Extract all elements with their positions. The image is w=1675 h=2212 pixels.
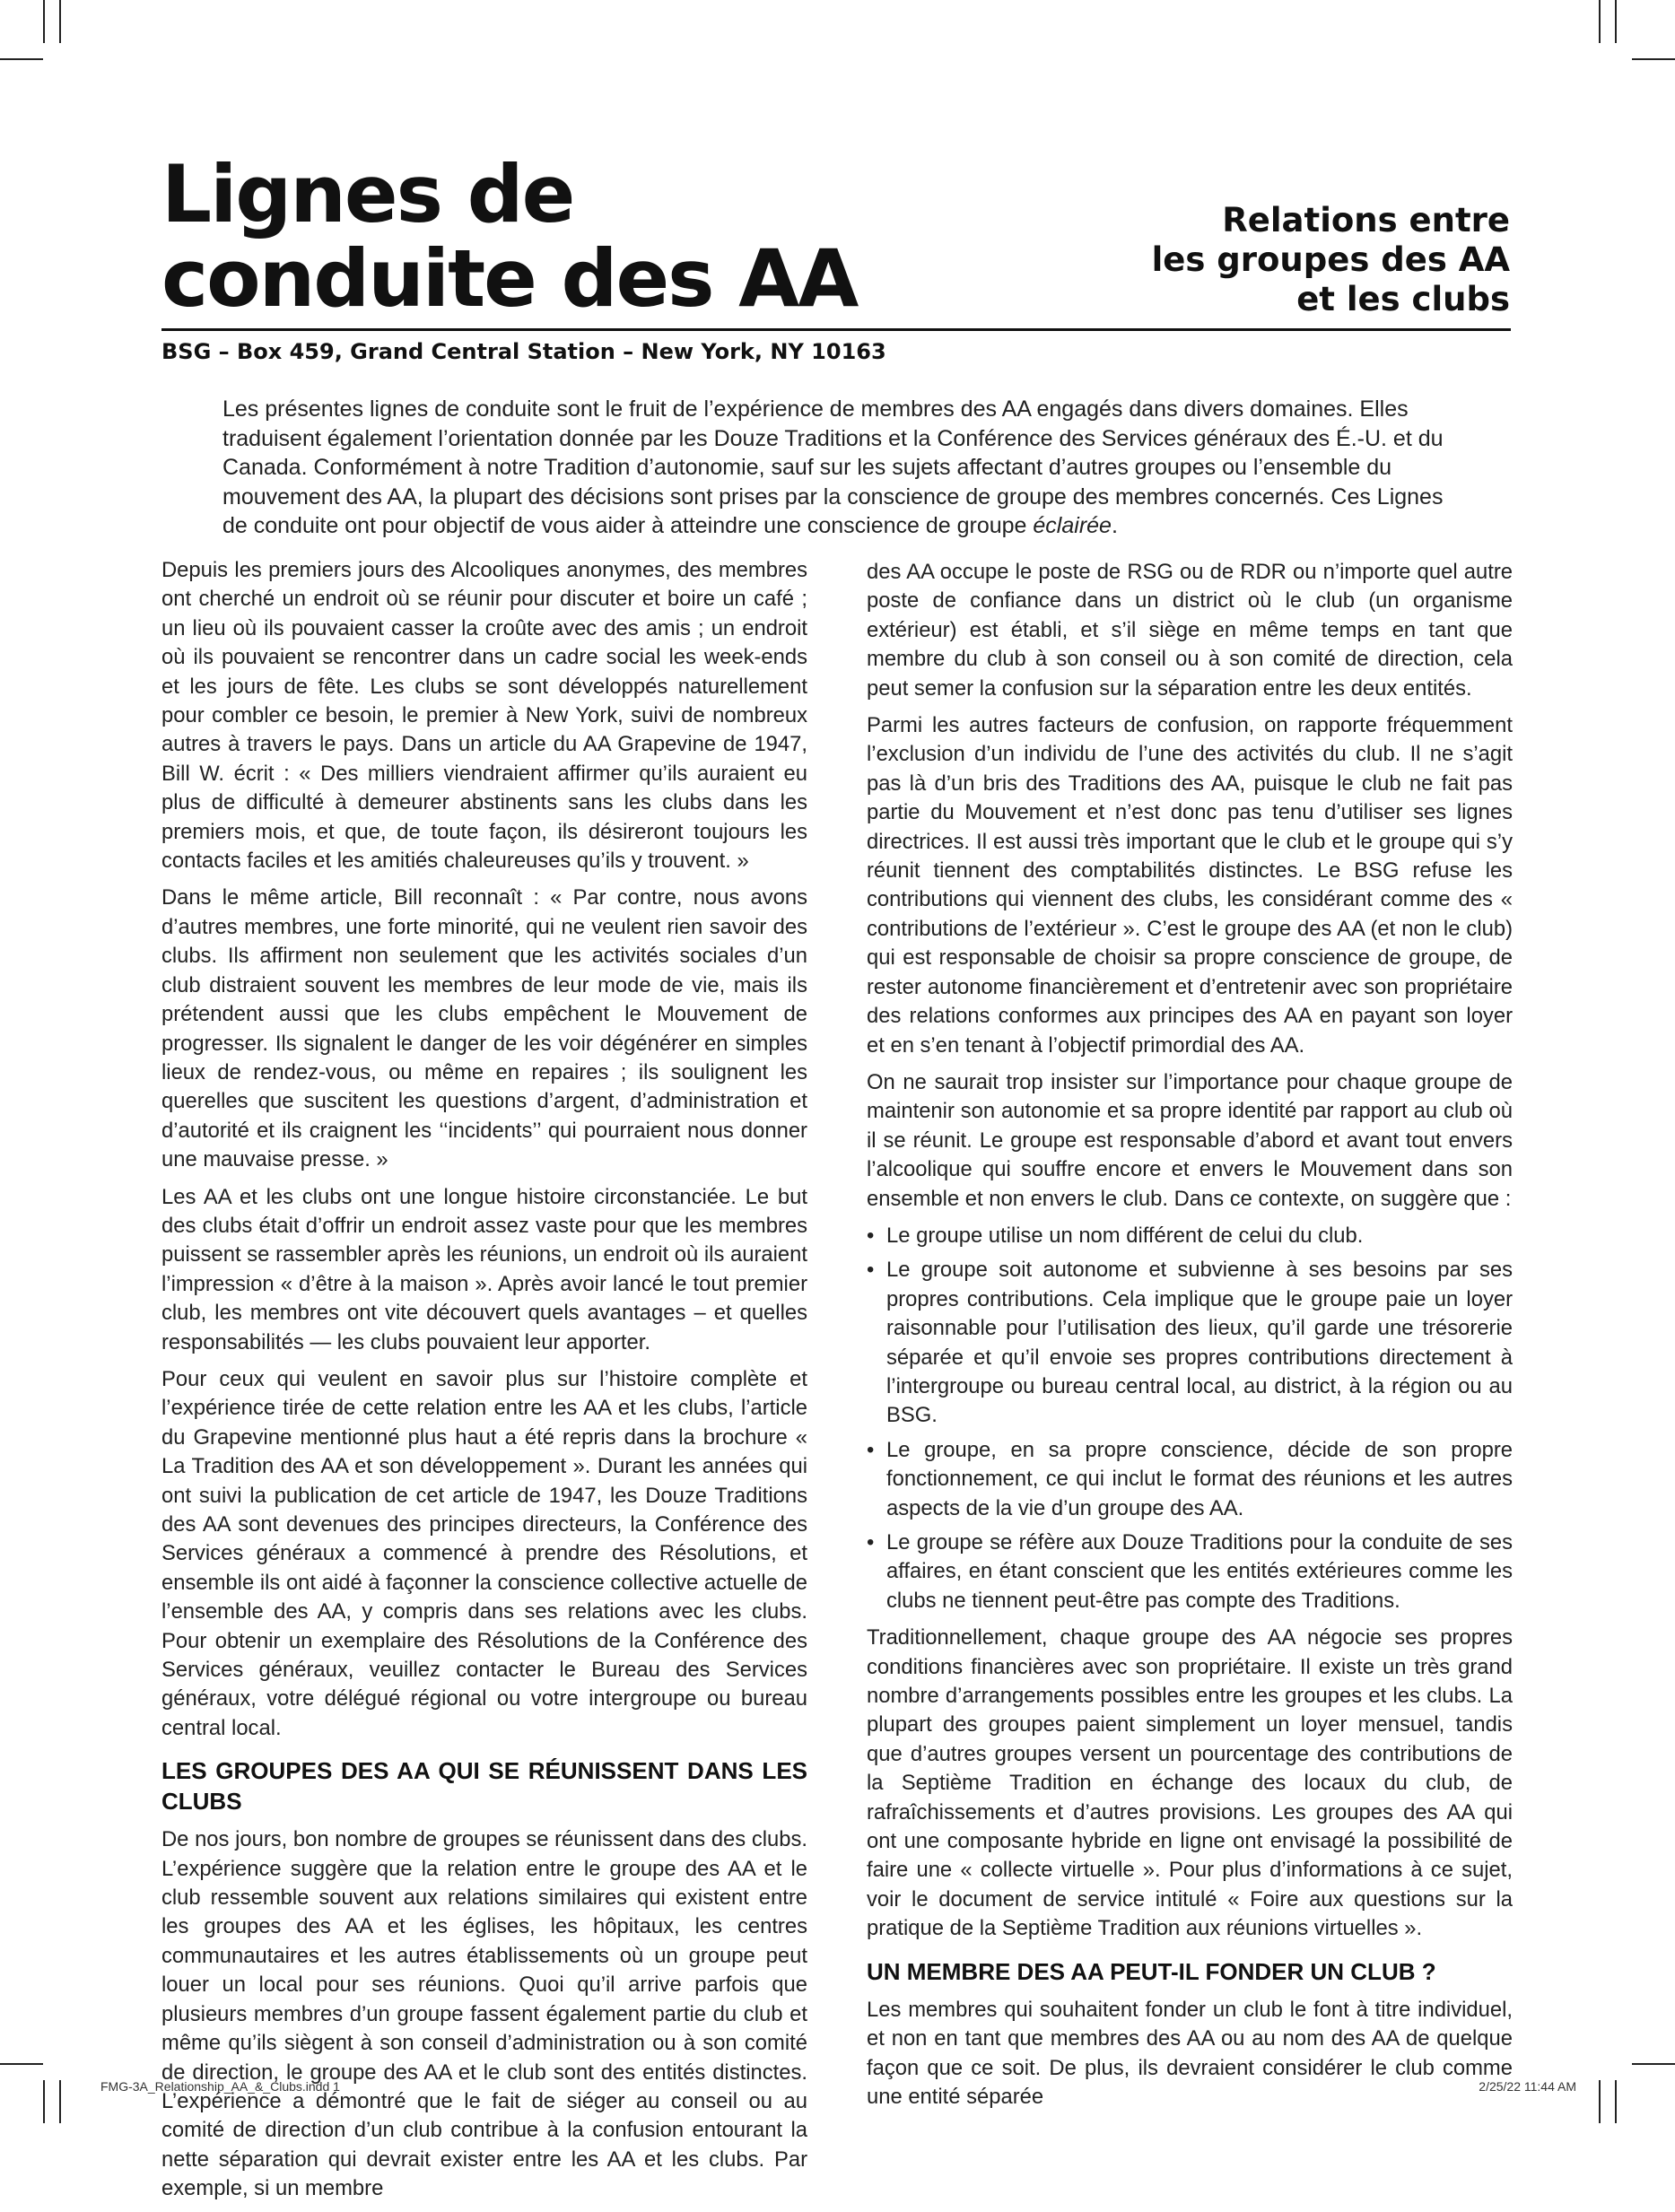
bullet-list — [867, 1222, 1513, 1615]
intro-emphasis: éclairée — [1033, 513, 1112, 538]
left-column — [161, 556, 807, 2212]
paragraph: De nos jours, bon nombre de groupes se réunissent dans des clubs. L’expérience suggère que la relation entre le groupe des AA et le club ressemble souvent aux relations similaires qui existent entre les groupes des AA et les églises, les hôpitaux, les centres communautaires et les autres établissements où un groupe peut louer un local pour ses réunions. Quoi qu’il arrive parfois que plusieurs membres d’un groupe fassent également partie du club et même qu’ils siègent à son conseil d’administration ou à son comité de direction, le groupe des AA et le club sont des entités distinctes. L’expérience a démontré que le fait de siéger au conseil ou au comité de direction d’un club contribue à la confusion entourant la nette séparation qui devrait exister entre les AA et les clubs. Par exemple, si un membre — [161, 1827, 807, 2201]
bullet-item: • Le groupe, en sa propre conscience, décide de son propre fonctionnement, ce qui inclut le format des réunions et les autres aspects de la vie d’un groupe des AA. — [867, 1436, 1513, 1523]
title-line: Lignes de — [161, 148, 574, 240]
paragraph: Traditionnellement, chaque groupe des AA négocie ses propres conditions financières avec son propriétaire. Il existe un très grand nombre d’arrangements possibles entre les groupes et les clubs. La plupart des groupes paient simplement un loyer mensuel, tandis que d’autres groupes versent un pourcentage des contributions de la Septième Tradition en échange des locaux du club, de rafraîchissements et d’autres provisions. Les groupes des AA qui ont une composante hybride en ligne ont envisagé la possibilité de faire une « collecte virtuelle ». Pour plus d’informations à ce sujet, voir le document de service intitulé « Foire aux questions sur la pratique de la Septième Tradition aux réunions virtuelles ». — [867, 1625, 1513, 1941]
bullet-item: • Le groupe se réfère aux Douze Traditions pour la conduite de ses affaires, en étant conscient que les entités extérieures comme les clubs ne tiennent peut-être pas compte des Traditions. — [867, 1528, 1513, 1615]
subtitle-line: Relations entre — [1222, 201, 1510, 239]
title-line: conduite des AA — [161, 232, 858, 325]
crop-mark — [1632, 2063, 1675, 2065]
bullet-item: • Le groupe soit autonome et subvienne à ses besoins par ses propres contributions. Cela implique que le groupe paie un loyer raisonnable pour l’utilisation des lieux, qu’il garde une trésorerie séparée et qu’il envoie ses propres contributions directement à l’intergroupe ou bureau central local, au district, à la région ou au BSG. — [867, 1256, 1513, 1430]
paragraph: Dans le même article, Bill reconnaît : « Par contre, nous avons d’autres membres, une forte minorité, qui ne veulent rien savoir des clubs. Ils affirment non seulement que les activités sociales d’un club distraient souvent les membres de leur mode de vie, mais ils prétendent aussi que les clubs empêchent le Mouvement de progresser. Ils signalent le danger de les voir dégénérer en simples lieux de rendez-vous, ou même en repaires ; ils soulignent les querelles que suscitent les questions d’argent, d’administration et d’autorité et ils craignent les ‘‘incidents’’ qui pourraient nous donner une mauvaise presse. » — [161, 885, 807, 1172]
paragraph: Les AA et les clubs ont une longue histoire circonstanciée. Le but des clubs était d’offrir un endroit assez vaste pour que les membres puissent se rassembler après les réunions, un endroit où ils auraient l’impression « d’être à la maison ». Après avoir lancé le tout premier club, les membres ont vite découvert quels avantages – et quelles responsabilités — les clubs pouvaient leur apporter. — [161, 1184, 807, 1354]
right-column — [867, 558, 1513, 2120]
intro-text: Les présentes lignes de conduite sont le fruit de l’expérience de membres des AA engagés dans divers domaines. Elles traduisent également l’orientation donnée par les Douze Traditions et la Conférence des Services généraux des É.-U. et du Canada. Conformément à notre Tradition d’autonomie, sauf sur les sujets affectant d’autres groupes ou l’ensemble du mouvement des AA, la plupart des décisions sont prises par la conscience de groupe des membres concernés. Ces Lignes de conduite ont pour objectif de vous aider à atteindre une conscience de groupe — [222, 396, 1444, 538]
section-heading: UN MEMBRE DES AA PEUT-IL FONDER UN CLUB ? — [867, 1957, 1436, 1985]
header-rule — [161, 328, 1511, 331]
crop-mark — [43, 2080, 45, 2123]
crop-mark — [43, 0, 45, 43]
crop-mark — [0, 58, 43, 60]
paragraph: Parmi les autres facteurs de confusion, on rapporte fréquemment l’exclusion d’un individu de l’une des activités du club. Il ne s’agit pas là d’un bris des Traditions des AA, puisque le club ne fait pas partie du Mouvement et n’est donc pas tenu d’utiliser ses lignes directrices. Il est aussi très important que le club et le groupe qui s’y réunit tiennent des comptabilités distinctes. Le BSG refuse les contributions qui viennent des clubs, les considérant comme des « contributions de l’extérieur ». C’est le groupe des AA (et non le club) qui est responsable de choisir sa propre conscience de groupe, de rester autonome financièrement et d’entretenir avec son propriétaire des relations conformes aux principes des AA en payant son loyer et en s’en tenant à l’objectif primordial des AA. — [867, 713, 1513, 1058]
crop-mark — [0, 2063, 43, 2065]
paragraph: Depuis les premiers jours des Alcooliques anonymes, des membres ont cherché un endroit où se réunir pour discuter et boire un café ; un lieu où ils pouvaient casser la croûte avec des amis ; un endroit où ils pouvaient se rencontrer dans un cadre social les week-ends et les jours de fête. Les clubs se sont développés naturellement pour combler ce besoin, le premier à New York, suivi de nombreux autres à travers le pays. Dans un article du AA Grapevine de 1947, Bill W. écrit : « Des milliers viendraient affirmer qu’ils auraient eu plus de difficulté à demeurer abstinents sans les clubs dans les premiers mois, et que, de toute façon, ils désireront toujours les contacts faciles et les amitiés chaleureuses qu’ils y trouvent. » — [161, 558, 807, 874]
crop-mark — [1615, 0, 1617, 43]
intro-text-end: . — [1111, 513, 1118, 538]
crop-mark — [59, 0, 61, 43]
subtitle-line: et les clubs — [1296, 280, 1510, 318]
paragraph: des AA occupe le poste de RSG ou de RDR ou n’importe quel autre poste de confiance dans un district où le club (un organisme extérieur) est établi, et s’il siège en même temps en tant que membre du club à son conseil ou à son comité de direction, cela peut semer la confusion sur la séparation entre les deux entités. — [867, 560, 1513, 701]
page-title — [161, 148, 858, 325]
print-slug-filename: FMG-3A_Relationship_AA_&_Clubs.indd 1 — [100, 2079, 340, 2094]
print-slug-timestamp: 2/25/22 11:44 AM — [1479, 2079, 1576, 2094]
crop-mark — [1632, 58, 1675, 60]
section-heading: LES GROUPES DES AA QUI SE RÉUNISSENT DANS LES CLUBS — [161, 1757, 807, 1816]
crop-mark — [1599, 0, 1601, 43]
address-line: BSG – Box 459, Grand Central Station – New York, NY 10163 — [161, 339, 886, 364]
paragraph: Les membres qui souhaitent fonder un club le font à titre individuel, et non en tant que membres des AA ou au nom des AA de quelque façon que ce soit. De plus, ils devraient considérer le club comme une entité séparée — [867, 1997, 1513, 2109]
intro-paragraph — [222, 395, 1452, 541]
page-subtitle — [1152, 201, 1510, 319]
subtitle-line: les groupes des AA — [1151, 240, 1510, 279]
bullet-item: • Le groupe utilise un nom différent de celui du club. — [867, 1222, 1513, 1250]
crop-mark — [59, 2080, 61, 2123]
crop-mark — [1599, 2080, 1601, 2123]
paragraph: Pour ceux qui veulent en savoir plus sur l’histoire complète et l’expérience tirée de cette relation entre les AA et les clubs, l’article du Grapevine mentionné plus haut a été repris dans la brochure « La Tradition des AA et son développement ». Durant les années qui ont suivi la publication de cet article de 1947, les Douze Traditions des AA sont devenues des principes directeurs, la Conférence des Services généraux a commencé à prendre des Résolutions, et ensemble ils ont aidé à façonner la conscience collective actuelle de l’ensemble des AA, y compris dans ses relations avec les clubs. Pour obtenir un exemplaire des Résolutions de la Conférence des Services généraux, veuillez contacter le Bureau des Services généraux, votre délégué régional ou votre intergroupe ou bureau central local. — [161, 1366, 807, 1740]
crop-mark — [1615, 2080, 1617, 2123]
paragraph: On ne saurait trop insister sur l’importance pour chaque groupe de maintenir son autonomie et sa propre identité par rapport au club où il se réunit. Le groupe est responsable d’abord et avant tout envers l’alcoolique qui souffre encore et envers le Mouvement dans son ensemble et non envers le club. Dans ce contexte, on suggère que : — [867, 1069, 1513, 1211]
